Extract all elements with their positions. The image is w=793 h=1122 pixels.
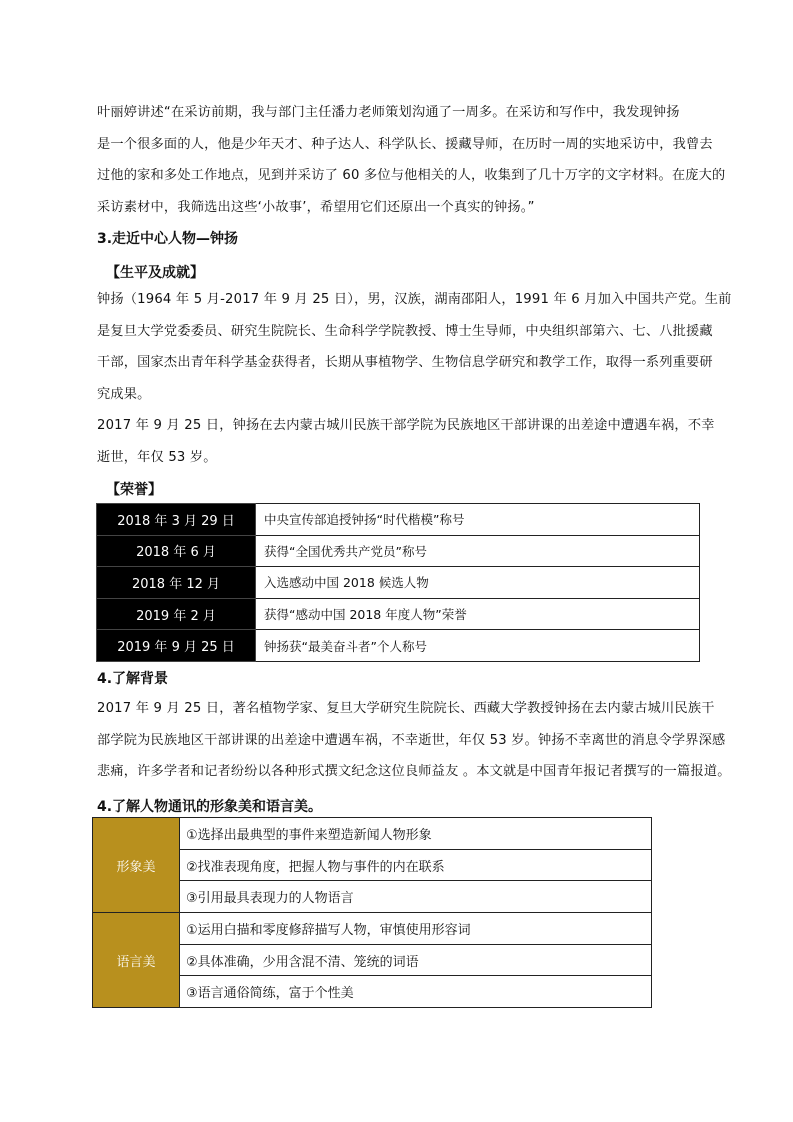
table-row — [97, 535, 700, 567]
honor-desc: 入选感动中国 2018 候选人物 — [256, 567, 700, 599]
background-line: 悲痛，许多学者和记者纷纷以各种形式撰文纪念这位良师益友 。本文就是中国青年报记者撰写的一篇报道。 — [97, 764, 731, 779]
beauty-item: ③语言通俗简练，富于个性美 — [180, 976, 652, 1008]
table-row — [93, 818, 652, 850]
death-line: 逝世，年仅 53 岁。 — [97, 449, 217, 465]
background-paragraph — [97, 693, 731, 788]
intro-line: 叶丽婷讲述“在采访前期，我与部门主任潘力老师策划沟通了一周多。在采访和写作中，我发现钟扬 — [97, 105, 680, 120]
life-line: 钟扬（1964 年 5 月-2017 年 9 月 25 日），男，汉族，湖南邵阳人，1991 年 6 月加入中国共产党。生前 — [97, 292, 732, 307]
section-4-beauty-title: 4.了解人物通讯的形象美和语言美。 — [97, 799, 323, 815]
honor-date: 2019 年 2 月 — [97, 598, 256, 630]
death-paragraph — [97, 410, 715, 473]
death-line: 2017 年 9 月 25 日，钟扬在去内蒙古城川民族干部学院为民族地区干部讲课的出差途中遭遇车祸，不幸 — [97, 418, 715, 433]
category-cell: 形象美 — [93, 818, 180, 913]
honor-date: 2018 年 12 月 — [97, 567, 256, 599]
intro-line: 采访素材中，我筛选出这些‘小故事’，希望用它们还原出一个真实的钟扬。” — [97, 199, 535, 215]
intro-paragraph — [97, 97, 726, 223]
table-row — [97, 598, 700, 630]
beauty-item: ②找准表现角度，把握人物与事件的内在联系 — [180, 849, 652, 881]
life-heading: 【生平及成就】 — [106, 265, 204, 281]
background-line: 2017 年 9 月 25 日，著名植物学家、复旦大学研究生院院长、西藏大学教授钟扬在去内蒙古城川民族干 — [97, 701, 715, 716]
beauty-item: ③引用最具表现力的人物语言 — [180, 881, 652, 913]
table-row — [97, 504, 700, 536]
honor-date: 2019 年 9 月 25 日 — [97, 630, 256, 662]
life-line: 干部，国家杰出青年科学基金获得者，长期从事植物学、生物信息学研究和教学工作，取得一系列重要研 — [97, 355, 713, 370]
section-3-title: 3.走近中心人物—钟扬 — [97, 231, 239, 247]
honor-desc: 获得“全国优秀共产党员”称号 — [256, 535, 700, 567]
honor-desc: 获得“感动中国 2018 年度人物”荣誉 — [256, 598, 700, 630]
table-row — [97, 630, 700, 662]
honors-table — [96, 503, 700, 662]
honor-desc: 钟扬获“最美奋斗者”个人称号 — [256, 630, 700, 662]
honor-date: 2018 年 6 月 — [97, 535, 256, 567]
life-line: 是复旦大学党委委员、研究生院院长、生命科学学院教授、博士生导师，中央组织部第六、七、八批援藏 — [97, 323, 713, 339]
table-row — [97, 567, 700, 599]
beauty-item: ①运用白描和零度修辞描写人物，审慎使用形容词 — [180, 913, 652, 945]
beauty-item: ②具体准确，少用含混不清、笼统的词语 — [180, 944, 652, 976]
life-paragraph — [97, 284, 732, 410]
intro-line: 过他的家和多处工作地点，见到并采访了 60 多位与他相关的人，收集到了几十万字的文字材料。在庞大的 — [97, 168, 726, 183]
table-row — [93, 913, 652, 945]
beauty-item: ①选择出最典型的事件来塑造新闻人物形象 — [180, 818, 652, 850]
honor-heading: 【荣誉】 — [106, 482, 162, 498]
background-line: 部学院为民族地区干部讲课的出差途中遭遇车祸，不幸逝世，年仅 53 岁。钟扬不幸离世的消息令学界深感 — [97, 732, 726, 748]
intro-line: 是一个很多面的人，他是少年天才、种子达人、科学队长、援藏导师，在历时一周的实地采访中，我曾去 — [97, 136, 713, 152]
section-4-background-title: 4.了解背景 — [97, 671, 169, 687]
category-cell: 语言美 — [93, 913, 180, 1008]
beauty-table — [92, 817, 652, 1008]
honor-date: 2018 年 3 月 29 日 — [97, 504, 256, 536]
honor-desc: 中央宣传部追授钟扬“时代楷模”称号 — [256, 504, 700, 536]
life-line: 究成果。 — [97, 386, 151, 402]
